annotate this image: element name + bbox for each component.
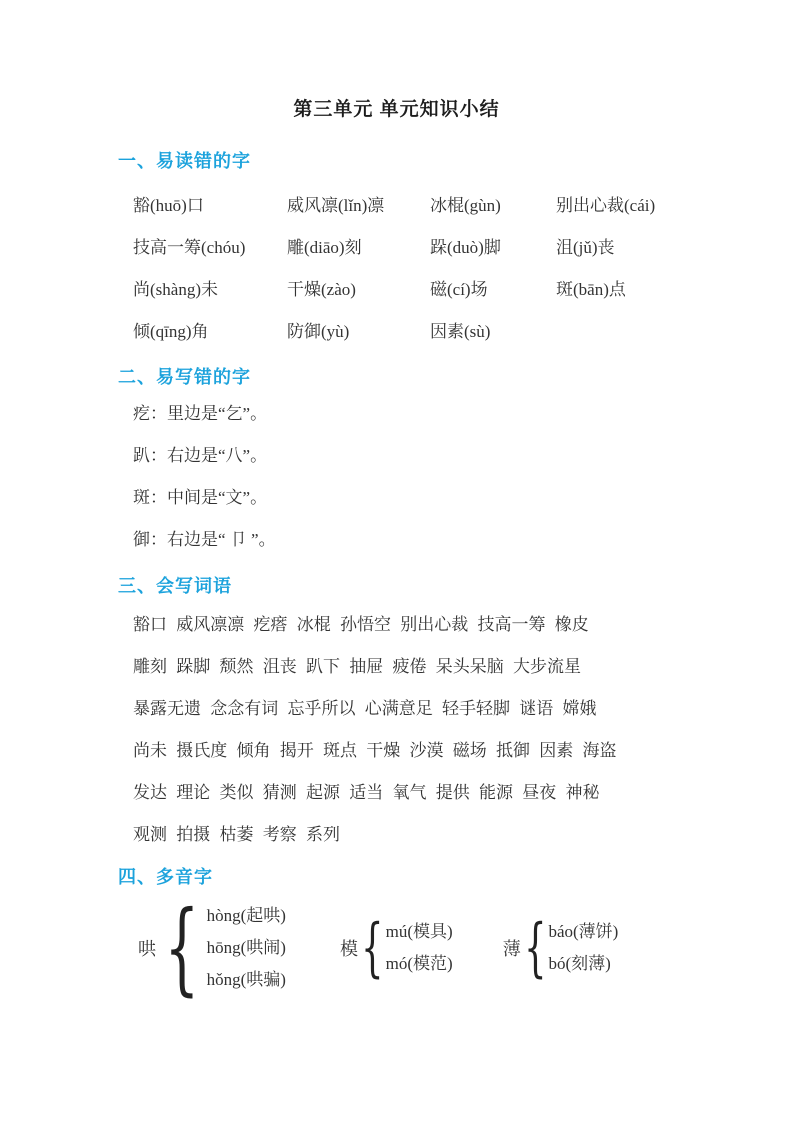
polyphonic-reading: báo(薄饼)	[548, 922, 619, 941]
vocabulary-line: 雕刻 跺脚 颓然 沮丧 趴下 抽屉 疲倦 呆头呆脑 大步流星	[133, 657, 581, 676]
misread-characters-grid	[133, 185, 733, 353]
section-heading-vocabulary: 三、会写词语	[118, 576, 232, 596]
polyphonic-characters-row	[138, 889, 793, 1006]
vocabulary-line: 暴露无遗 念念有词 忘乎所以 心满意足 轻手轻脚 谜语 嫦娥	[133, 699, 597, 718]
pinyin-word: 跺(duò)脚	[430, 238, 501, 257]
miswritten-note: 疙：里边是“乞”。	[133, 404, 268, 423]
polyphonic-reading: bó(刻薄)	[548, 954, 611, 973]
polyphonic-group	[502, 911, 619, 985]
pinyin-word: 别出心裁(cái)	[556, 196, 656, 215]
vocabulary-line: 观测 拍摄 枯萎 考察 系列	[133, 825, 340, 844]
pinyin-word: 威风凛(lǐn)凛	[287, 196, 385, 215]
pinyin-word: 雕(diāo)刻	[287, 238, 362, 257]
pinyin-word: 沮(jǔ)丧	[556, 238, 615, 257]
pinyin-word: 倾(qīng)角	[133, 322, 209, 341]
pinyin-word: 防御(yù)	[287, 322, 350, 341]
miswritten-note: 斑：中间是“文”。	[133, 488, 268, 507]
miswritten-note: 趴：右边是“八”。	[133, 446, 268, 465]
polyphonic-readings	[548, 916, 618, 980]
polyphonic-reading: hǒng(哄骗)	[206, 970, 286, 989]
pinyin-word: 干燥(zào)	[287, 280, 356, 299]
section-heading-misread-characters: 一、易读错的字	[118, 151, 251, 171]
left-brace-icon: {	[523, 911, 547, 985]
polyphonic-reading: hōng(哄闹)	[206, 938, 286, 957]
vocabulary-line: 尚未 摄氏度 倾角 揭开 斑点 干燥 沙漠 磁场 抵御 因素 海盗	[133, 741, 617, 760]
miswritten-characters-list	[133, 393, 733, 561]
polyphonic-character: 模	[339, 939, 358, 959]
pinyin-word: 因素(sù)	[430, 322, 491, 341]
vocabulary-list	[133, 604, 743, 856]
polyphonic-reading: mó(模范)	[385, 954, 453, 973]
vocabulary-line: 发达 理论 类似 猜测 起源 适当 氧气 提供 能源 昼夜 神秘	[133, 783, 600, 802]
polyphonic-character: 哄	[138, 939, 156, 959]
pinyin-word: 技高一筹(chóu)	[133, 238, 246, 257]
pinyin-word: 斑(bān)点	[556, 280, 626, 299]
polyphonic-group	[138, 889, 286, 1006]
polyphonic-group	[339, 911, 453, 985]
section-heading-polyphonic-characters: 四、多音字	[118, 867, 213, 887]
pinyin-word: 尚(shàng)未	[133, 280, 218, 299]
polyphonic-character: 薄	[502, 939, 521, 959]
pinyin-word: 豁(huō)口	[133, 196, 204, 215]
polyphonic-reading: hòng(起哄)	[206, 906, 286, 925]
section-heading-miswritten-characters: 二、易写错的字	[118, 367, 251, 387]
polyphonic-readings	[207, 900, 286, 996]
polyphonic-readings	[386, 916, 453, 980]
polyphonic-reading: mú(模具)	[385, 922, 453, 941]
left-brace-icon: {	[361, 911, 384, 985]
vocabulary-line: 豁口 威风凛凛 疙瘩 冰棍 孙悟空 别出心裁 技高一筹 橡皮	[133, 615, 589, 634]
pinyin-word: 冰棍(gùn)	[430, 196, 501, 215]
left-brace-icon: {	[164, 889, 200, 1006]
miswritten-note: 御：右边是“ 卩 ”。	[133, 530, 276, 549]
page-title: 第三单元 单元知识小结	[293, 99, 500, 120]
pinyin-word: 磁(cí)场	[430, 280, 488, 299]
